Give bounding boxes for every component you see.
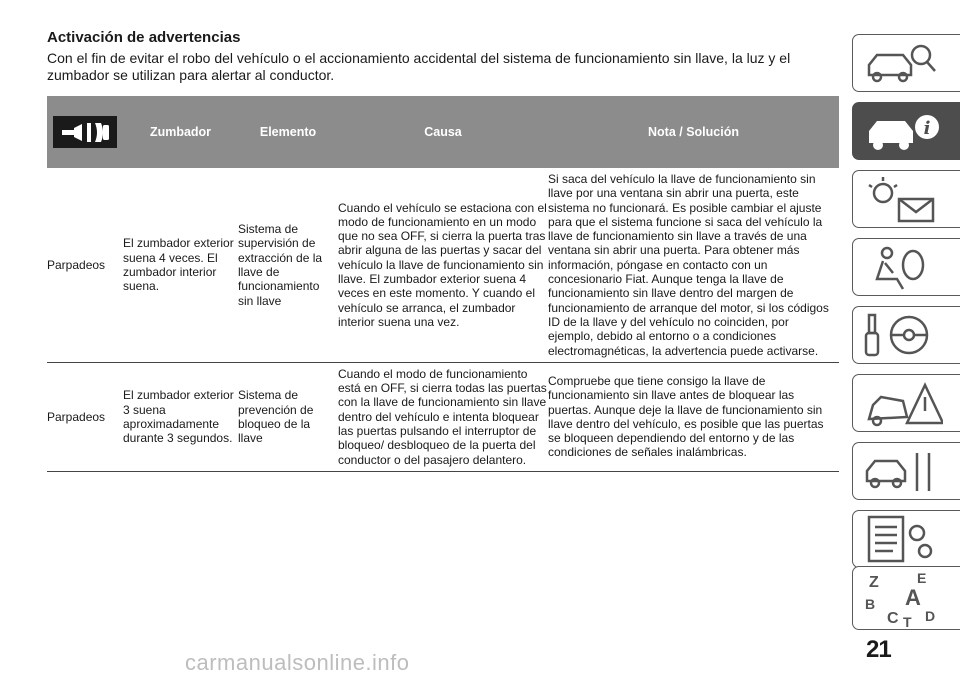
- side-tab-warning-lights[interactable]: [852, 170, 960, 228]
- svg-text:i: i: [923, 118, 931, 139]
- page-number: 21: [866, 636, 891, 663]
- cell-causa: Cuando el modo de funcionamiento está en OFF, si cierra todas las puertas con la llave de funcionamiento sin llave dentro del vehículo e intenta bloquear las puertas pulsando el interruptor de bloqueo/ desbloqueo de la puerta del conductor o del pasajero delantero.: [338, 362, 548, 471]
- cell-condicion: El zumbador exterior 3 suena aproximadamente durante 3 segundos.: [123, 362, 238, 471]
- table-row: [47, 168, 839, 362]
- header-nota: Nota / Solución: [548, 96, 839, 168]
- cell-nota: Si saca del vehículo la llave de funcionamiento sin llave por una ventana sin abrir una puerta, este sistema no funcionará. Es posible cambiar el ajuste para que el sistema funcione si saca del vehículo la llave de funcionamiento sin llave a través de una ventana sin abrir una puerta. Para obtener más información, póngase en contacto con un concesionario Fiat. Aunque tenga la llave de funcionamiento sin llave dentro del margen de funcionamiento de arranque del motor, si los códigos ID de la llave y del vehículo no coinciden, por ejemplo, debido al entorno o a condiciones electromagnéticas, la advertencia puede activarse.: [548, 168, 839, 362]
- cell-causa: Cuando el vehículo se estaciona con el modo de funcionamiento en un modo que no sea OFF, si cierra la puerta tras abrir alguna de las puertas y sacar del vehículo la llave de funcionamiento sin llave. El zumbador exterior suena 4 veces en este momento. Y cuando el vehículo se arranca, el zumbador interior suena una vez.: [338, 168, 548, 362]
- side-tab-maintenance[interactable]: [852, 442, 960, 500]
- side-tab-starting-driving[interactable]: [852, 306, 960, 364]
- side-tab-technical-data[interactable]: [852, 510, 960, 568]
- warning-lights-message-icon: [863, 175, 943, 225]
- index-letter-z: Z: [869, 574, 879, 591]
- cell-elemento: Sistema de prevención de bloqueo de la llave: [238, 362, 338, 471]
- warnings-table: [47, 96, 839, 472]
- side-tab-car-check[interactable]: [852, 34, 960, 92]
- header-causa: Causa: [338, 96, 548, 168]
- cell-nota: Compruebe que tiene consigo la llave de funcionamiento sin llave antes de bloquear las puertas. Aunque deje la llave de funcionamiento sin llave dentro del vehículo, es posible que las puertas se bloqueen dependiendo del entorno y de las condiciones de señales inalámbricas.: [548, 362, 839, 471]
- table-row: [47, 362, 839, 471]
- warning-light-icon: [53, 116, 117, 148]
- header-icon-cell: [47, 96, 123, 168]
- index-letter-c: C: [887, 610, 899, 627]
- specifications-gears-icon: [863, 515, 943, 565]
- section-title: Activación de advertencias: [47, 29, 241, 46]
- index-letter-a: A: [905, 585, 921, 610]
- alphabetical-index-icon: [863, 571, 943, 627]
- index-letter-t: T: [903, 614, 912, 627]
- cell-elemento: Sistema de supervisión de extracción de la llave de funcionamiento sin llave: [238, 168, 338, 362]
- intro-paragraph: Con el fin de evitar el robo del vehículo o el accionamiento accidental del sistema de funcionamiento sin llave, la luz y el zumbador se utilizan para alertar al conductor.: [47, 50, 791, 83]
- watermark: carmanualsonline.info: [185, 650, 410, 675]
- car-breakdown-warning-icon: [863, 379, 943, 429]
- cell-condicion: El zumbador exterior suena 4 veces. El zumbador interior suena.: [123, 168, 238, 362]
- cell-zumbador: Parpadeos: [47, 168, 123, 362]
- seat-airbag-icon: [863, 243, 943, 293]
- index-letter-e: E: [917, 571, 927, 586]
- car-info-icon: [863, 107, 943, 157]
- header-zumbador: Zumbador: [123, 96, 238, 168]
- side-tab-index[interactable]: [852, 566, 960, 630]
- car-magnifier-icon: [863, 39, 943, 89]
- key-steering-wheel-icon: [863, 311, 943, 361]
- index-letter-d: D: [925, 608, 936, 624]
- header-elemento: Elemento: [238, 96, 338, 168]
- side-tab-car-info[interactable]: [852, 102, 960, 160]
- table-header-row: [47, 96, 839, 168]
- side-tab-emergency[interactable]: [852, 374, 960, 432]
- index-letter-b: B: [865, 596, 876, 612]
- side-tab-safety[interactable]: [852, 238, 960, 296]
- cell-zumbador: Parpadeos: [47, 362, 123, 471]
- car-tools-icon: [863, 447, 943, 497]
